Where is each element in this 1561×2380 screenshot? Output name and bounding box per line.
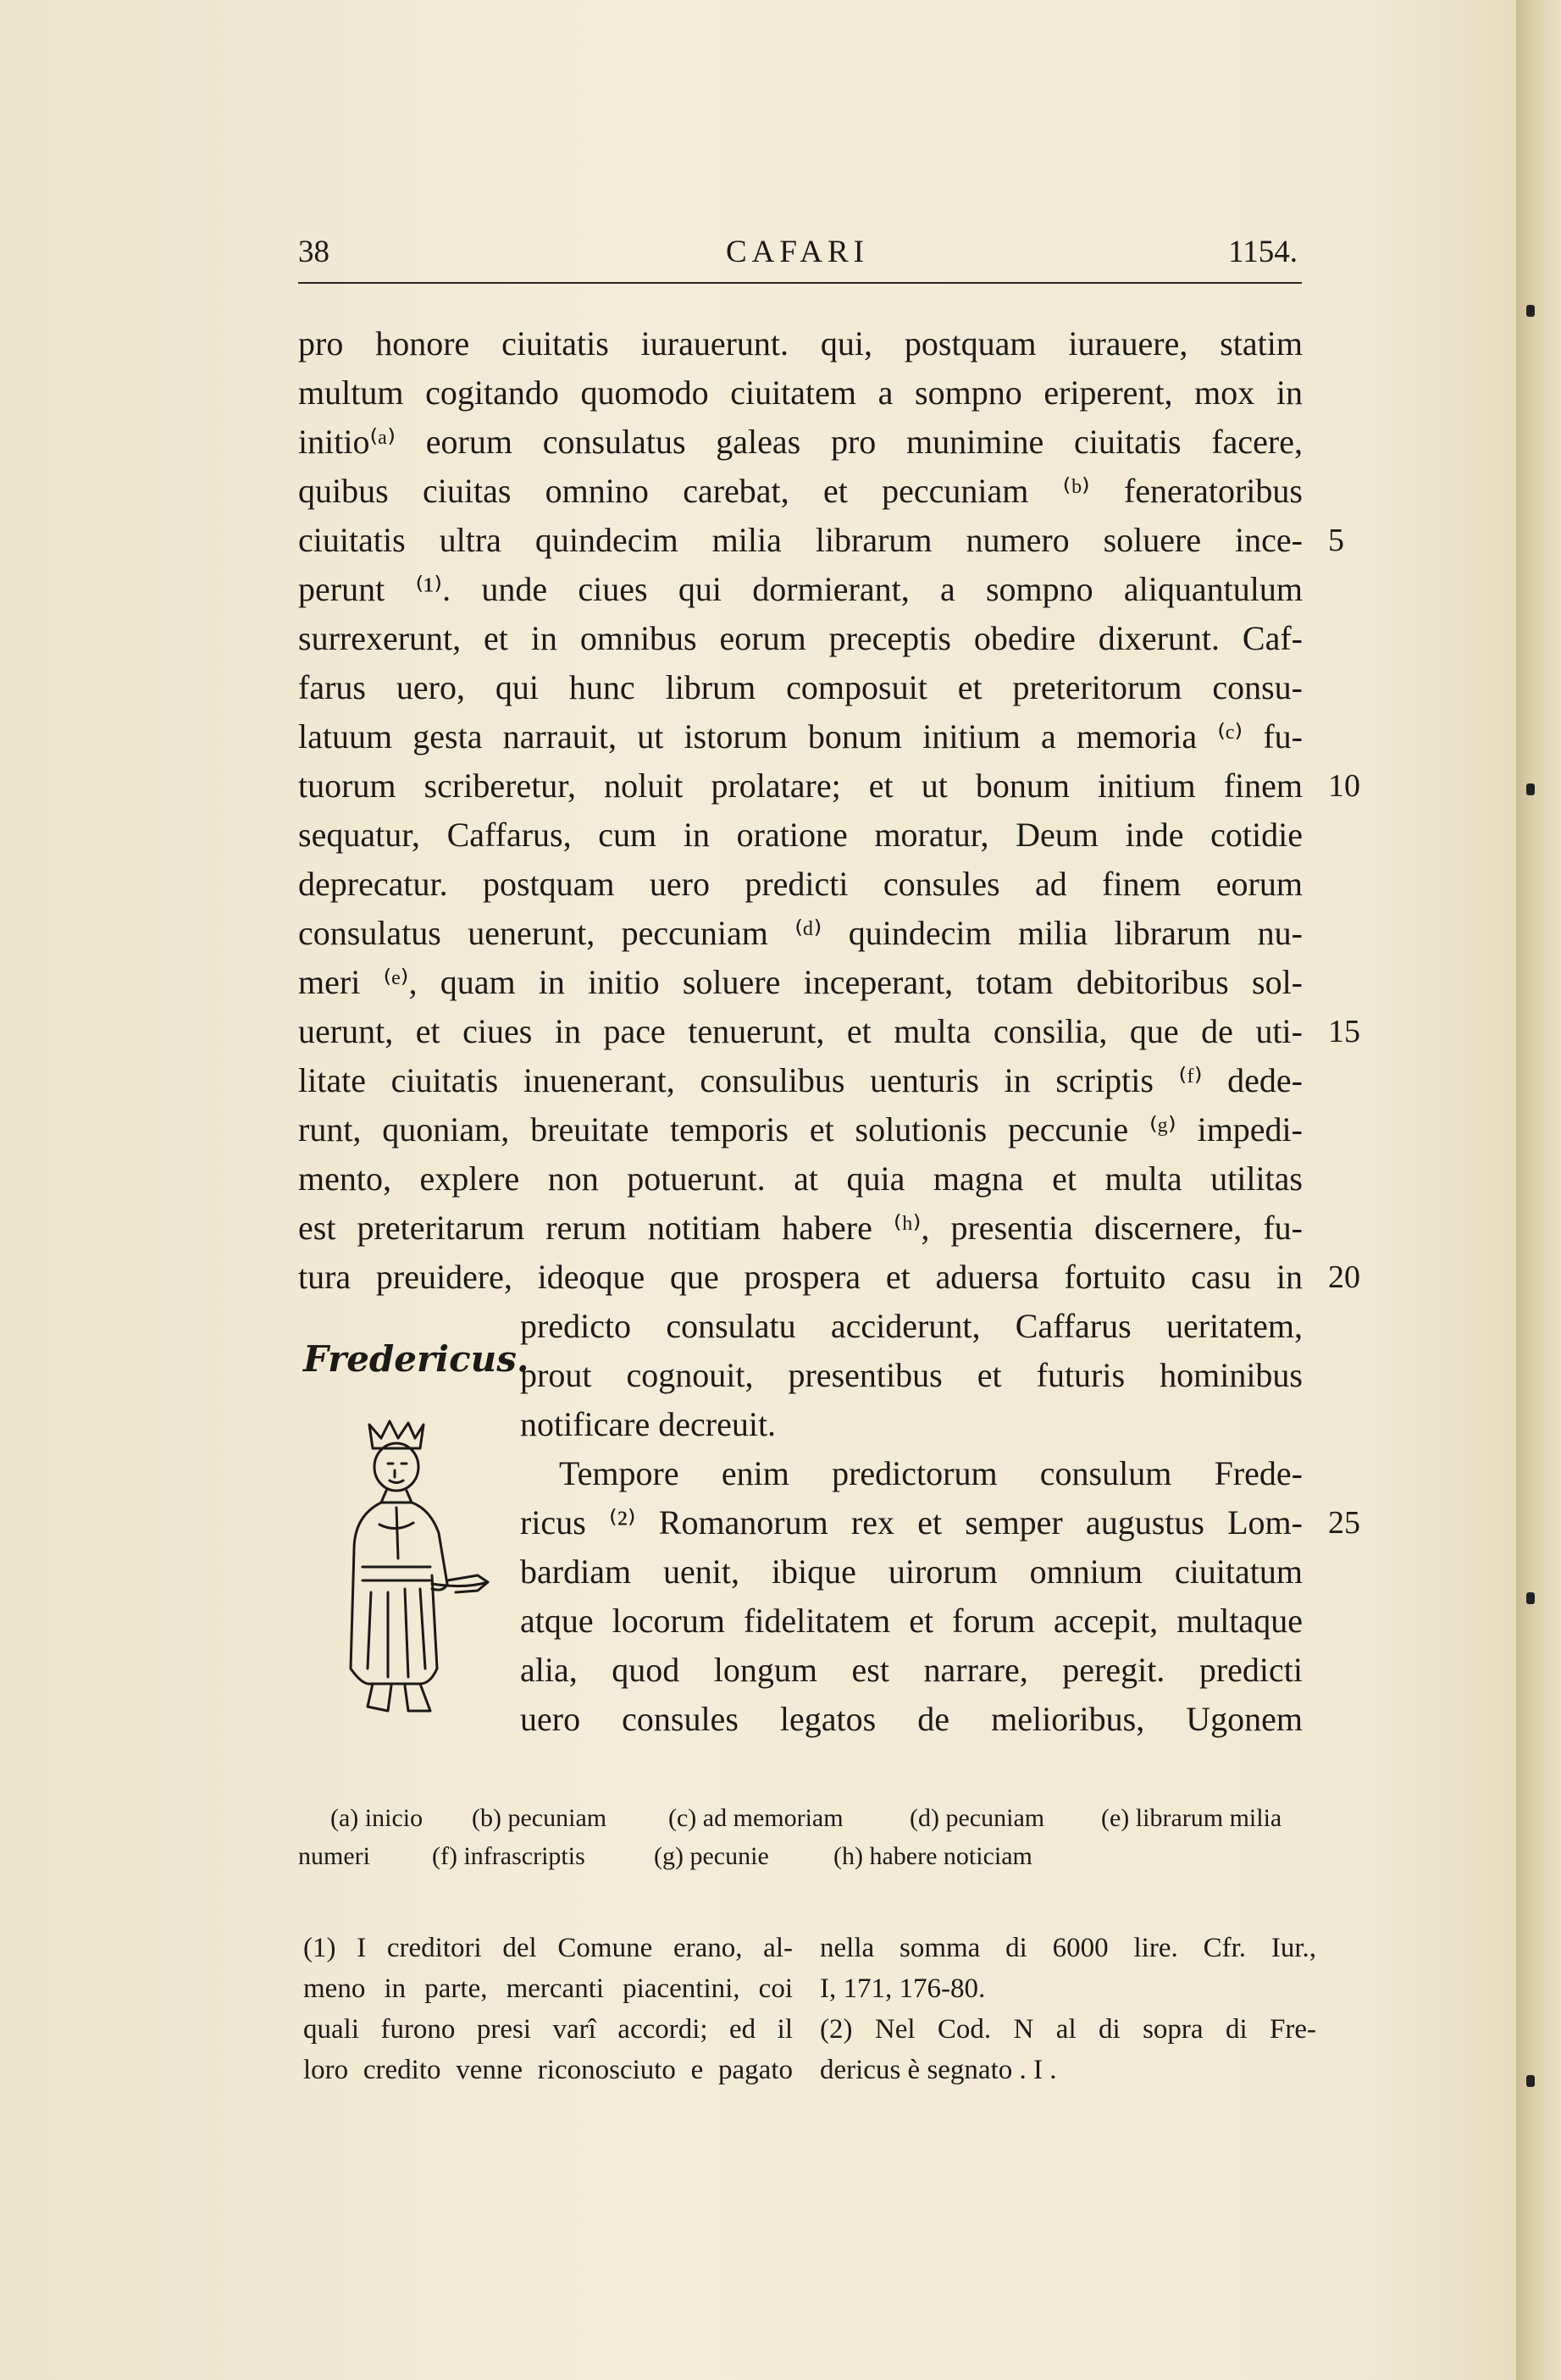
text-line: tura preuidere, ideoque que prospera et aduersa fortuito casu in [298, 1258, 1303, 1296]
running-header [298, 227, 1298, 278]
page-number: 38 [298, 235, 329, 269]
text-line: tuorum scriberetur, noluit prolatare; et ut bonum initium finem [298, 767, 1303, 805]
edge-mark [1526, 2075, 1535, 2087]
text-line: uerunt, et ciues in pace tenuerunt, et multa consilia, que de uti- [298, 1012, 1303, 1050]
footnote-line: nella somma di 6000 lire. Cfr. Iur., [820, 1933, 1316, 1963]
footnote-line: I, 171, 176-80. [820, 1973, 986, 2004]
line-number: 5 [1328, 523, 1344, 558]
line-number: 10 [1328, 768, 1360, 804]
line-number: 20 [1328, 1259, 1360, 1295]
variant-reading: (f) infrascriptis [432, 1842, 585, 1870]
text-line: ciuitatis ultra quindecim milia librarum numero soluere ince- [298, 521, 1303, 559]
variant-readings-line [298, 1800, 1303, 1837]
footnote-line: dericus è segnato . I . [820, 2055, 1057, 2085]
text-line: prout cognouit, presentibus et futuris hominibus [520, 1356, 1303, 1394]
edge-mark [1526, 783, 1535, 795]
text-line: pro honore ciuitatis iurauerunt. qui, postquam iurauere, statim [298, 324, 1303, 363]
line-number: 15 [1328, 1014, 1360, 1049]
variant-reading: (c) ad memoriam [668, 1804, 844, 1832]
running-title: CAFARI [726, 235, 869, 269]
text-line: Tempore enim predictorum consulum Frede- [559, 1454, 1303, 1492]
text-line: ricus ⁽²⁾ Romanorum rex et semper augustus Lom- [520, 1503, 1303, 1541]
text-line: est preteritarum rerum notitiam habere ⁽ʰ⁾, presentia discernere, fu- [298, 1209, 1303, 1247]
text-line: litate ciuitatis inuenerant, consulibus uenturis in scriptis ⁽ᶠ⁾ dede- [298, 1061, 1303, 1099]
text-line: runt, quoniam, breuitate temporis et solutionis peccunie ⁽ᵍ⁾ impedi- [298, 1110, 1303, 1148]
text-line: perunt ⁽¹⁾. unde ciues qui dormierant, a sompno aliquantulum [298, 570, 1303, 608]
edge-mark [1526, 1592, 1535, 1604]
header-rule [298, 282, 1302, 284]
text-line: notificare decreuit. [520, 1405, 777, 1443]
variant-reading: numeri [298, 1842, 370, 1870]
footnote-line: loro credito venne riconosciuto e pagato [303, 2055, 793, 2085]
text-line: multum cogitando quomodo ciuitatem a sompno eriperent, mox in [298, 374, 1303, 412]
text-line: quibus ciuitas omnino carebat, et peccuniam ⁽ᵇ⁾ feneratoribus [298, 472, 1303, 510]
text-line: meri ⁽ᵉ⁾, quam in initio soluere inceperant, totam debitoribus sol- [298, 963, 1303, 1001]
text-line: latuum gesta narrauit, ut istorum bonum initium a memoria ⁽ᶜ⁾ fu- [298, 717, 1303, 756]
text-line: farus uero, qui hunc librum composuit et preteritorum consu- [298, 668, 1303, 706]
variant-reading: (a) inicio [330, 1804, 423, 1832]
text-line: alia, quod longum est narrare, peregit. predicti [520, 1651, 1303, 1689]
variant-readings-line [298, 1838, 1303, 1875]
variant-reading: (b) pecuniam [472, 1804, 607, 1832]
footnote-line: (2) Nel Cod. N al di sopra di Fre- [820, 2014, 1316, 2045]
text-line: consulatus uenerunt, peccuniam ⁽ᵈ⁾ quindecim milia librarum nu- [298, 914, 1303, 952]
variant-reading: (h) habere noticiam [833, 1842, 1032, 1870]
text-line: predicto consulatu acciderunt, Caffarus ueritatem, [520, 1307, 1303, 1345]
variant-reading: (g) pecunie [654, 1842, 769, 1870]
variant-reading: (e) librarum milia [1101, 1804, 1282, 1832]
footnote-line: quali furono presi varî accordi; ed il [303, 2014, 793, 2045]
text-line: initio⁽ᵃ⁾ eorum consulatus galeas pro munimine ciuitatis facere, [298, 423, 1303, 461]
text-line: bardiam uenit, ibique uirorum omnium ciuitatum [520, 1553, 1303, 1591]
text-line: sequatur, Caffarus, cum in oratione moratur, Deum inde cotidie [298, 816, 1303, 854]
edge-mark [1526, 305, 1535, 317]
line-number: 25 [1328, 1505, 1360, 1541]
header-year: 1154. [1228, 235, 1298, 269]
text-line: surrexerunt, et in omnibus eorum preceptis obedire dixerunt. Caf- [298, 619, 1303, 657]
footnote-line: (1) I creditori del Comune erano, al- [303, 1933, 793, 1963]
variant-reading: (d) pecuniam [910, 1804, 1045, 1832]
page-edge [1516, 0, 1561, 2380]
text-line: deprecatur. postquam uero predicti consules ad finem eorum [298, 865, 1303, 903]
footnote-line: meno in parte, mercanti piacentini, coi [303, 1973, 793, 2004]
text-line: mento, explere non potuerunt. at quia magna et multa utilitas [298, 1160, 1303, 1198]
text-line: atque locorum fidelitatem et forum accepit, multaque [520, 1602, 1303, 1640]
king-illustration [320, 1414, 490, 1719]
marginal-note: Fredericus. [303, 1338, 529, 1380]
text-line: uero consules legatos de melioribus, Ugonem [520, 1700, 1303, 1738]
